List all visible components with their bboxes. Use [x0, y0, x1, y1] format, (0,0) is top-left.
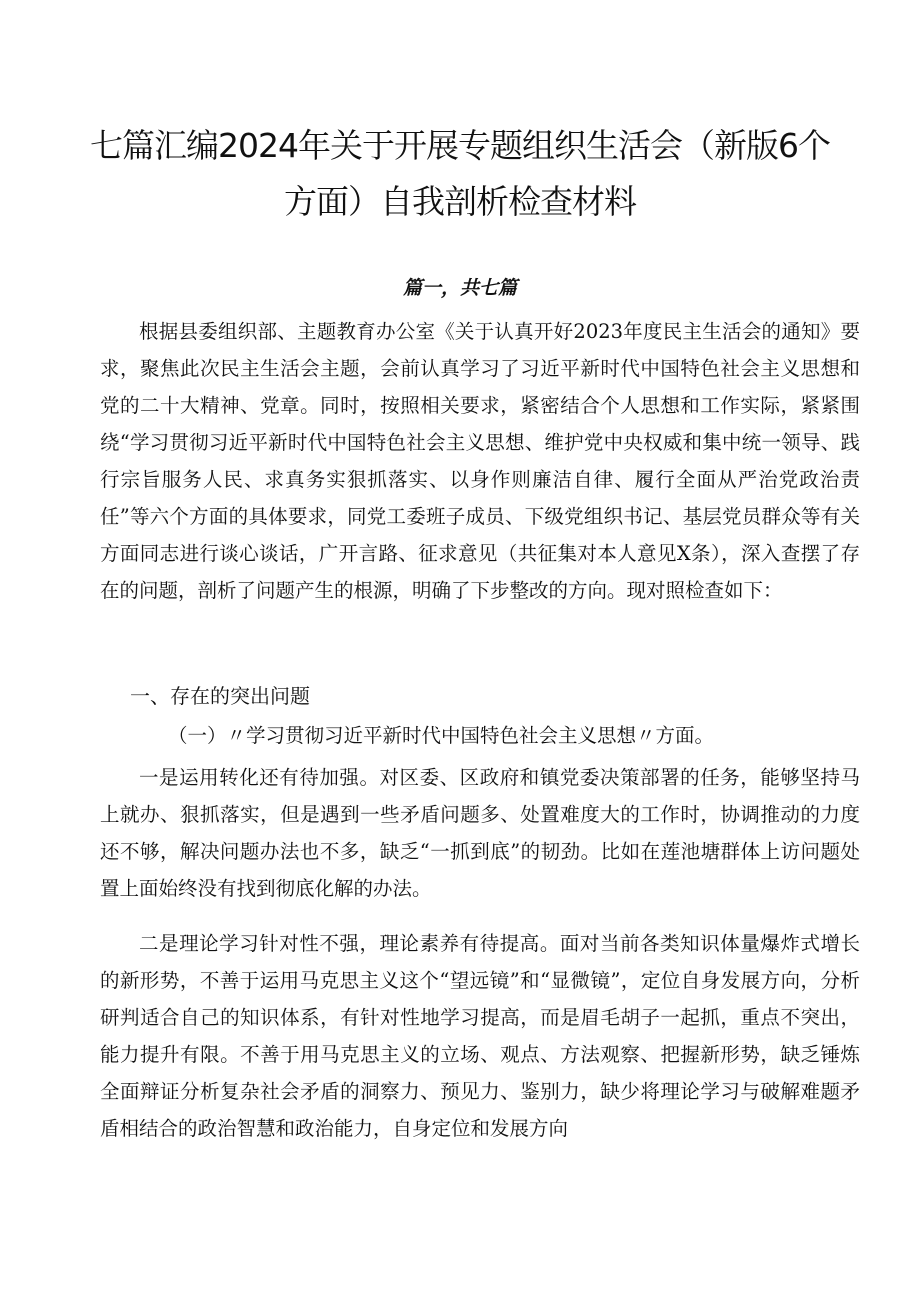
subsection-heading: （一）〃学习贯彻习近平新时代中国特色社会主义思想〃方面。: [168, 724, 715, 747]
point-one-paragraph: 一是运用转化还有待加强。对区委、区政府和镇党委决策部署的任务，能够坚持马上就办、狠抓落实，但是遇到一些矛盾问题多、处置难度大的工作时，协调推动的力度还不够，解决问题办法也不多，缺乏“一抓到底”的韧劲。比如在莲池塘群体上访问题处置上面始终没有找到彻底化解的办法。: [100, 766, 860, 900]
intro-paragraph: 根据县委组织部、主题教育办公室《关于认真开好2023年度民主生活会的通知》要求，聚焦此次民主生活会主题，会前认真学习了习近平新时代中国特色社会主义思想和党的二十大精神、党章。同时，按照相关要求，紧密结合个人思想和工作实际，紧紧围绕“学习贯彻习近平新时代中国特色社会主义思想、维护党中央权威和集中统一领导、践行宗旨服务人民、求真务实狠抓落实、以身作则廉洁自律、履行全面从严治党政治责任”等六个方面的具体要求，同党工委班子成员、下级党组织书记、基层党员群众等有关方面同志进行谈心谈话，广开言路、征求意见（共征集对本人意见X条），深入查摆了存在的问题，剖析了问题产生的根源，明确了下步整改的方向。现对照检查如下：: [100, 320, 860, 602]
section-heading: 一、存在的突出问题: [130, 684, 310, 708]
point-two-paragraph: 二是理论学习针对性不强，理论素养有待提高。面对当前各类知识体量爆炸式增长的新形势，不善于运用马克思主义这个“望远镜”和“显微镜”，定位自身发展方向，分析研判适合自己的知识体系，有针对性地学习提高，而是眉毛胡子一起抓，重点不突出，能力提升有限。不善于用马克思主义的立场、观点、方法观察、把握新形势，缺乏锤炼全面辩证分析复杂社会矛盾的洞察力、预见力、鉴别力，缺少将理论学习与破解难题矛盾相结合的政治智慧和政治能力，自身定位和发展方向: [100, 932, 860, 1140]
document-subtitle: 篇一，共七篇: [402, 277, 517, 299]
document-title: 七篇汇编2024年关于开展专题组织生活会（新版6个方面）自我剖析检查材料: [90, 126, 830, 221]
